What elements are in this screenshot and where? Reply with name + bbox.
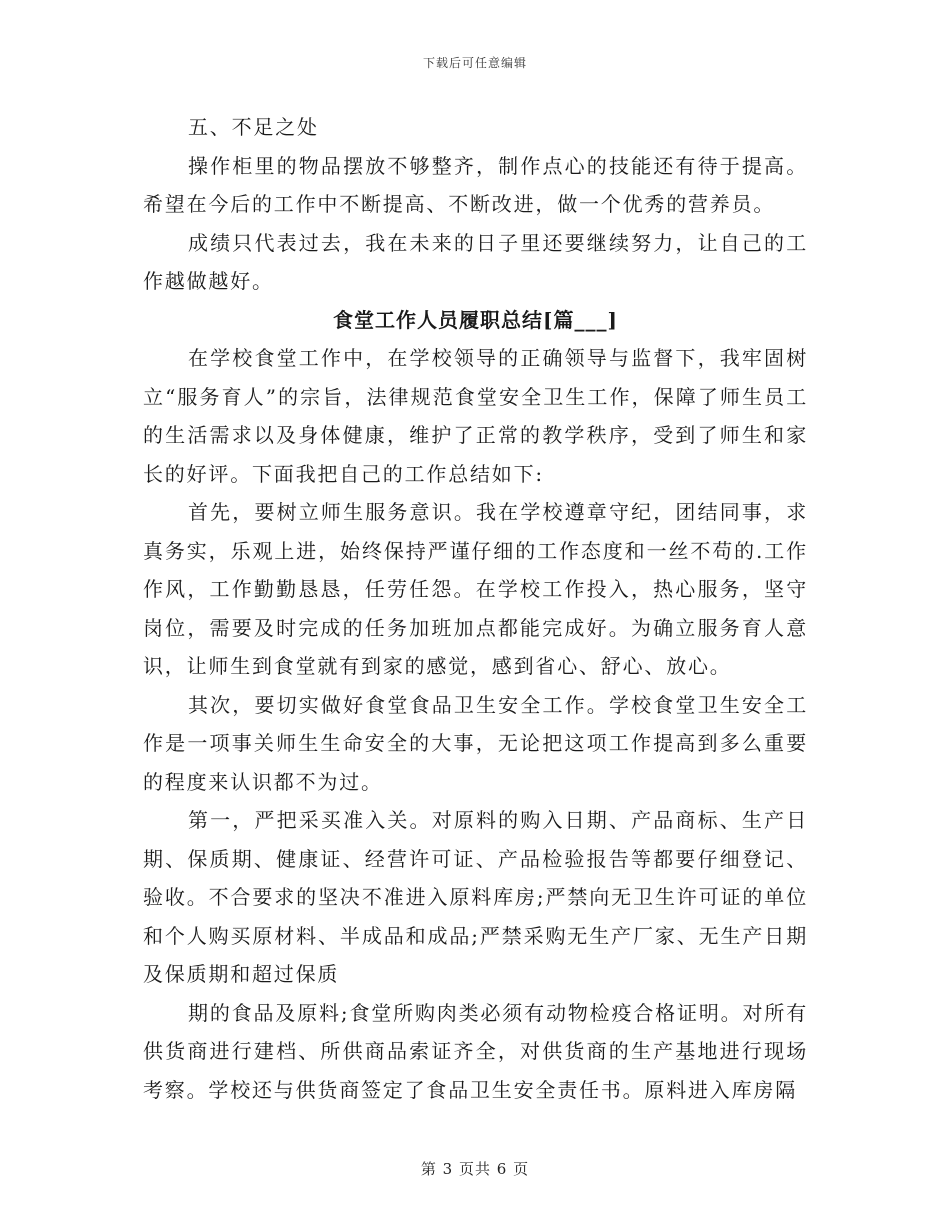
paragraph-shortcomings: 操作柜里的物品摆放不够整齐，制作点心的技能还有待于提高。希望在今后的工作中不断提高、不断改进，做一个优秀的营养员。: [143, 153, 808, 216]
paragraph-procurement: 第一，严把采买准入关。对原料的购入日期、产品商标、生产日期、保质期、健康证、经营许可证、产品检验报告等都要仔细登记、验收。不合要求的坚决不准进入原料库房;严禁向无卫生许可证的单位和个人购买原材料、半成品和成品;严禁采购无生产厂家、无生产日期及保质期和超过保质: [143, 808, 808, 986]
section-heading: 五、不足之处: [188, 115, 319, 139]
paragraph-food-safety: 其次，要切实做好食堂食品卫生安全工作。学校食堂卫生安全工作是一项事关师生生命安全的大事，无论把这项工作提高到多么重要的程度来认识都不为过。: [143, 692, 808, 794]
paragraph-service-awareness: 首先，要树立师生服务意识。我在学校遵章守纪，团结同事，求真务实，乐观上进，始终保持严谨仔细的工作态度和一丝不苟的.工作作风，工作勤勤恳恳，任劳任怨。在学校工作投入，热心服务，坚守岗位，需要及时完成的任务加班加点都能完成好。为确立服务育人意识，让师生到食堂就有到家的感觉，感到省心、舒心、放心。: [143, 500, 808, 678]
paragraph-procurement-continued: 期的食品及原料;食堂所购肉类必须有动物检疫合格证明。对所有供货商进行建档、所供商品索证齐全，对供货商的生产基地进行现场考察。学校还与供货商签定了食品卫生安全责任书。原料进入库房隔: [143, 1000, 808, 1102]
document-body: [143, 108, 808, 1109]
paragraph-closing: 成绩只代表过去，我在未来的日子里还要继续努力，让自己的工作越做越好。: [143, 230, 808, 293]
page-number: 第 3 页共 6 页: [420, 1160, 530, 1178]
header-note: 下载后可任意编辑: [422, 56, 527, 70]
document-title: 食堂工作人员履职总结[篇___]: [333, 307, 618, 332]
paragraph-intro: 在学校食堂工作中，在学校领导的正确领导与监督下，我牢固树立“服务育人”的宗旨，法律规范食堂安全卫生工作，保障了师生员工的生活需求以及身体健康，维护了正常的教学秩序，受到了师生和家长的好评。下面我把自己的工作总结如下:: [143, 346, 808, 486]
